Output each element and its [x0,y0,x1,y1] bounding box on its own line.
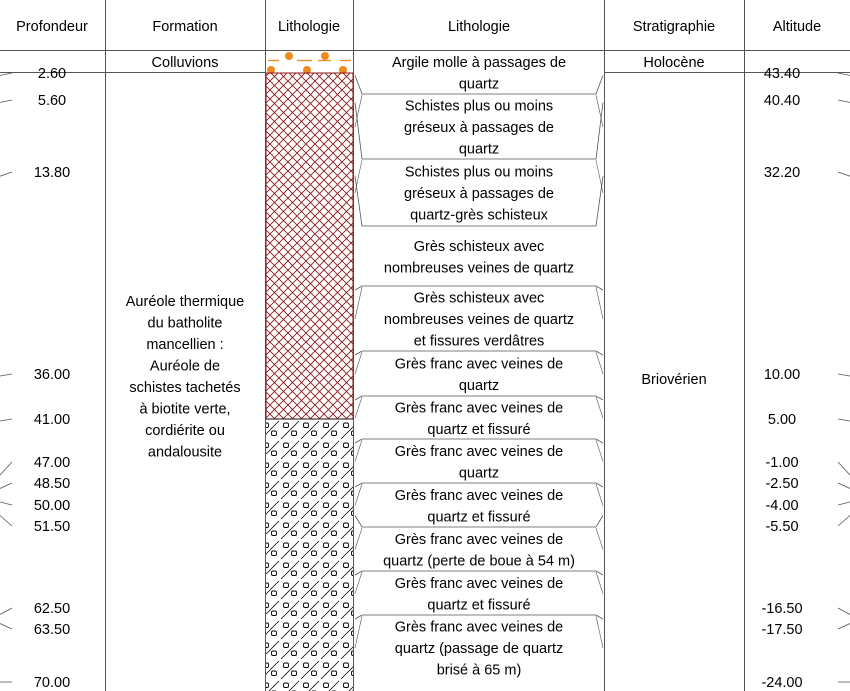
lithology-unit [404,165,554,224]
altitude-label: -1.00 [765,455,799,471]
depth-tick [0,483,12,489]
header-row [16,19,821,35]
lithology-unit-line: quartz [458,141,500,158]
lithology-unit-line: Grès franc avec veines de [394,575,564,592]
unit-side [355,484,362,506]
lithology-unit [395,356,563,394]
unit-boundary [355,571,603,575]
formation-aureole-line: schistes tachetés [129,380,241,396]
lithology-unit-line: quartz [458,76,500,93]
lithology-unit [384,291,574,350]
lithology-unit [395,576,563,614]
depth-tick [0,172,12,176]
depth-label: 2.60 [37,66,67,82]
formation-aureole-line: à biotite verte, [139,401,231,418]
lithology-unit-line: Schistes plus ou moins [404,164,554,181]
depth-tick [0,73,12,75]
unit-side [596,572,603,594]
altitude-tick [838,73,850,75]
altitude-label: -24.00 [761,675,803,691]
unit-boundary [355,483,603,487]
lithology-unit-line: Grès franc avec veines de [394,531,564,548]
depth-label: 63.50 [33,622,71,638]
lithology-unit [392,55,566,93]
unit-boundary [355,439,603,443]
altitude-tick [838,419,850,421]
lithology-unit-line: et fissures verdâtres [413,333,545,350]
formation-aureole-line: du batholite [147,315,223,332]
depth-tick [0,100,12,102]
unit-side [596,287,603,319]
altitude-tick [838,374,850,376]
lithology-unit-line: Grès franc avec veines de [394,619,564,636]
lithology-unit-line: quartz (perte de boue à 54 m) [383,553,575,570]
unit-boundary [355,286,603,290]
lithology-unit-line: quartz (passage de quartz [394,641,564,657]
depth-tick [0,608,12,615]
unit-side [596,616,603,648]
lithology-unit [384,239,574,277]
altitude-tick [838,502,850,505]
formation-aureole-line: Auréole de [149,358,221,375]
depth-label: 48.50 [33,476,71,492]
unit-side [596,440,603,462]
sandstone-layer [266,419,353,691]
lithology-unit-line: quartz et fissuré [427,597,531,614]
unit-side [355,352,362,374]
altitude-tick [838,172,850,176]
unit-side [596,397,603,418]
depth-label: 41.00 [33,412,71,428]
header-stratigraphy: Stratigraphie [632,19,716,35]
unit-boundary [355,351,603,355]
altitude-tick [838,624,850,630]
unit-side [355,572,362,594]
header-altitude: Altitude [772,19,822,35]
formation-aureole-line: Auréole thermique [125,294,245,310]
lithology-unit [395,488,563,526]
formation-aureole-line: andalousite [147,444,223,461]
lithology-unit-line: Grès schisteux avec [413,238,545,255]
lithology-unit-line: Grès franc avec veines de [394,400,564,417]
lithology-unit-line: nombreuses veines de quartz [383,260,575,277]
unit-side [596,528,603,550]
altitude-label: -16.50 [761,601,803,617]
depth-tick [0,516,12,527]
depth-label: 70.00 [33,675,71,691]
altitude-label: 40.40 [763,93,801,109]
depth-tick [0,374,12,376]
depth-tick [0,502,12,505]
altitude-label: -2.50 [765,476,799,492]
unit-side [355,160,362,193]
formation-aureole-line: cordiérite ou [145,423,225,439]
depth-label: 62.50 [33,601,71,617]
lithology-unit [383,532,575,570]
depth-tick [0,624,12,630]
altitude-ticks [761,66,850,691]
lithology-unit-line: quartz et fissuré [427,509,531,526]
header-depth: Profondeur [16,19,88,35]
lithology-unit [395,400,563,438]
altitude-tick [838,100,850,102]
formation-aureole-line: mancellien : [146,337,224,353]
lithology-unit-line: nombreuses veines de quartz [383,312,575,328]
unit-side [596,160,603,193]
altitude-label: -5.50 [765,519,799,535]
lithology-column [266,51,353,691]
altitude-label: 32.20 [763,165,801,181]
depth-label: 51.50 [33,519,71,535]
lithology-unit-line: quartz et fissuré [427,421,531,438]
altitude-label: 5.00 [767,412,797,428]
depth-label: 47.00 [33,455,71,471]
depth-label: 36.00 [33,367,71,383]
unit-side [355,528,362,550]
lithology-units [383,55,575,679]
lithology-unit-line: Argile molle à passages de [391,54,567,71]
unit-side [596,484,603,506]
lithology-unit-line: gréseux à passages de [404,120,554,136]
depth-label: 5.60 [37,93,67,109]
lithology-unit-line: quartz [458,377,500,394]
lithology-unit [395,620,563,679]
unit-side [355,287,362,319]
altitude-tick [838,516,850,527]
schist-layer [266,73,353,419]
altitude-label: 43.40 [763,66,801,82]
altitude-tick [838,608,850,615]
lithology-unit-line: Schistes plus ou moins [404,98,554,115]
stratigraphy-briovérien: Briovérien [641,372,707,388]
lithology-unit-line: Grès franc avec veines de [394,443,564,460]
header-formation: Formation [152,19,218,35]
lithology-unit-line: Grès franc avec veines de [394,356,564,373]
header-lithology-graphic: Lithologie [277,19,341,35]
lithology-unit-line: Grès franc avec veines de [394,487,564,504]
lithology-unit-line: quartz [458,465,500,482]
lithology-unit-line: quartz-grès schisteux [410,207,548,224]
altitude-label: -4.00 [765,498,799,514]
stratigraphy-holocene: Holocène [643,55,705,71]
depth-ticks [0,66,70,691]
altitude-label: -17.50 [761,622,803,638]
depth-tick [0,419,12,421]
formation-colluvions: Colluvions [151,55,219,71]
lithology-unit-line: Grès schisteux avec [413,290,545,307]
header-lithology: Lithologie [447,19,511,35]
unit-side [355,616,362,648]
altitude-tick [838,462,850,475]
formations [126,55,245,461]
depth-label: 50.00 [33,498,71,514]
unit-side [596,352,603,374]
depth-label: 13.80 [33,165,71,181]
depth-tick [0,462,12,475]
altitude-label: 10.00 [763,367,801,383]
unit-side [355,440,362,462]
altitude-tick [838,483,850,489]
lithology-unit-line: gréseux à passages de [404,186,554,202]
stratigraphy [641,55,706,388]
lithology-unit-line: brisé à 65 m) [436,662,522,679]
unit-boundary [355,615,603,619]
lithology-unit [395,444,563,482]
unit-side [355,397,362,418]
lithology-unit [404,99,554,158]
